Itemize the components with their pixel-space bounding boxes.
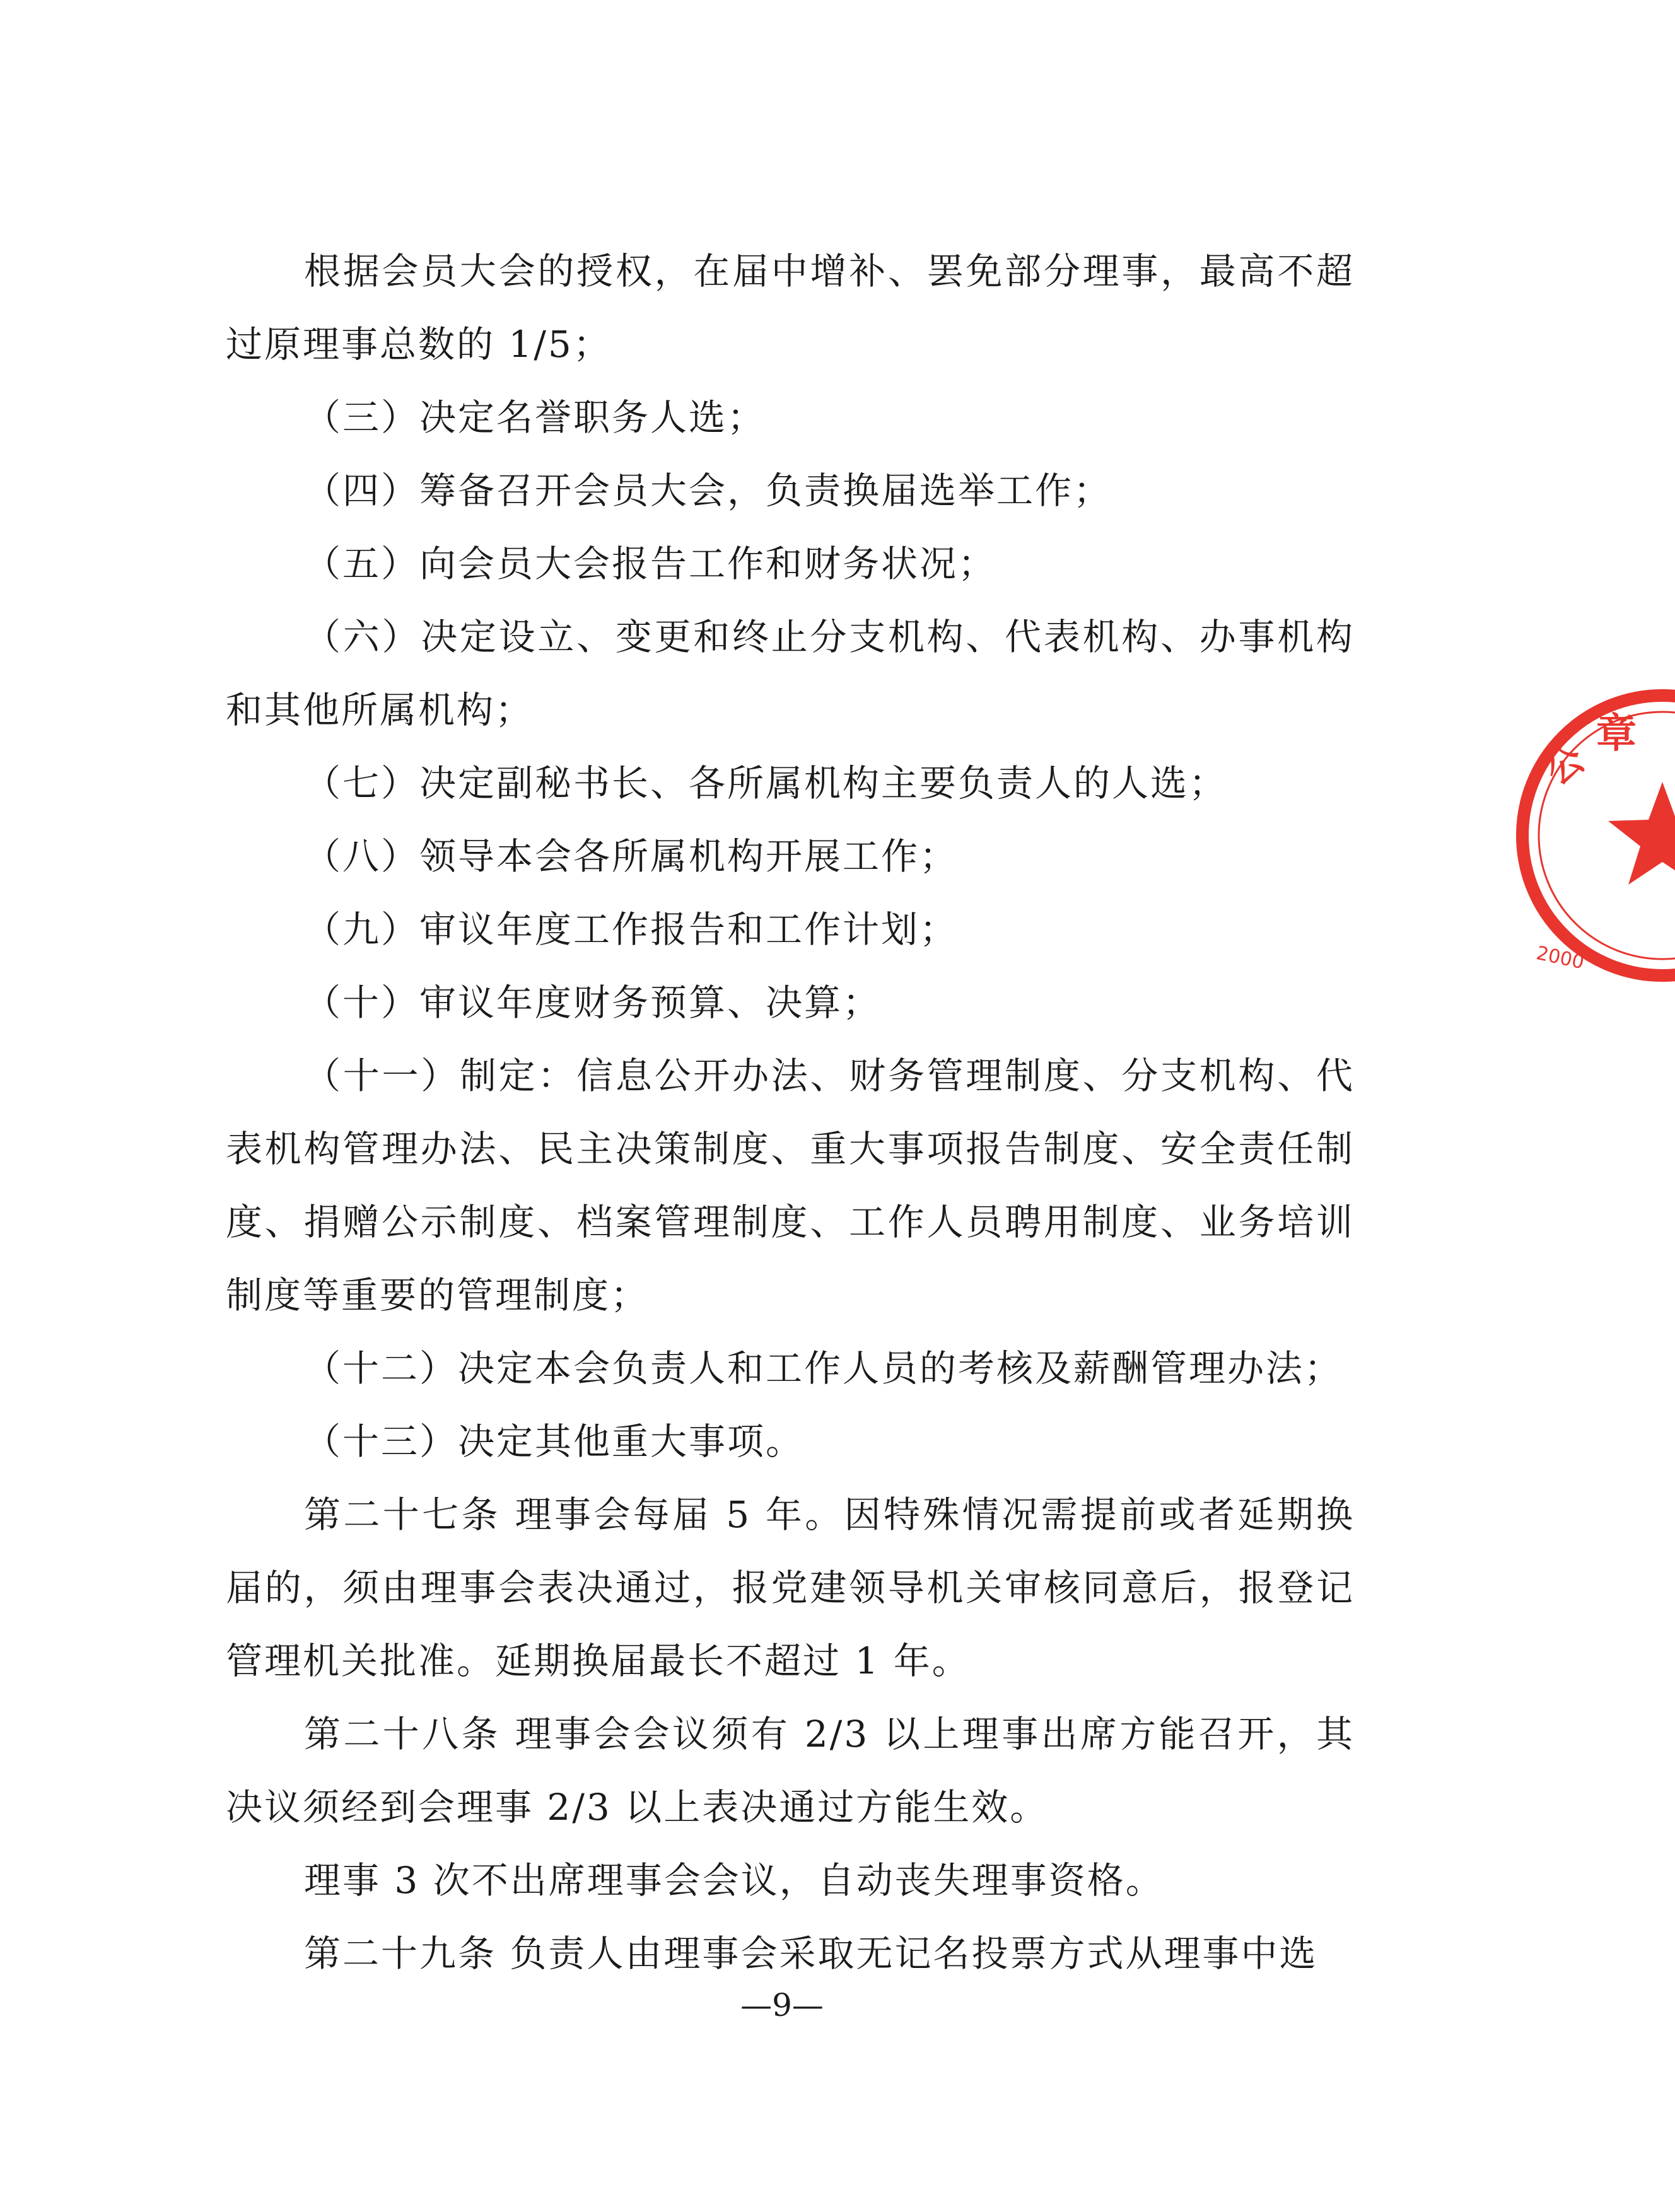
seal-star-icon (1608, 782, 1675, 885)
paragraph: （六）决定设立、变更和终止分支机构、代表机构、办事机构和其他所属机构； (226, 615, 1355, 731)
paragraph: （十二）决定本会负责人和工作人员的考核及薪酬管理办法； (304, 1347, 1343, 1390)
seal-text-left: 公 (1538, 737, 1592, 794)
seal-text-bottom: 2000 (1534, 942, 1586, 974)
paragraph: 根据会员大会的授权，在届中增补、罢免部分理事，最高不超过原理事总数的 1/5； (226, 250, 1355, 366)
paragraph: 理事 3 次不出席理事会会议，自动丧失理事资格。 (304, 1859, 1164, 1902)
paragraph: 第二十七条 理事会每届 5 年。因特殊情况需提前或者延期换届的，须由理事会表决通过，报党建领导机关审核同意后，报登记管理机关批准。延期换届最长不超过 1 年。 (226, 1493, 1355, 1682)
paragraph: （十三）决定其他重大事项。 (304, 1420, 805, 1463)
paragraph: （五）向会员大会报告工作和财务状况； (304, 542, 997, 585)
paragraph: 第二十八条 理事会会议须有 2/3 以上理事出席方能召开，其决议须经到会理事 2/3 以上表决通过方能生效。 (226, 1713, 1355, 1829)
paragraph: （十）审议年度财务预算、决算； (304, 981, 882, 1024)
paragraph: 第二十九条 负责人由理事会采取无记名投票方式从理事中选 (304, 1932, 1318, 1975)
body-text (226, 235, 1355, 1990)
paragraph: （九）审议年度工作报告和工作计划； (304, 908, 959, 951)
page-number: —9— (740, 1987, 824, 2023)
paragraph: （八）领导本会各所属机构开展工作； (304, 835, 959, 878)
paragraph: （十一）制定：信息公开办法、财务管理制度、分支机构、代表机构管理办法、民主决策制度、重大事项报告制度、安全责任制度、捐赠公示制度、档案管理制度、工作人员聘用制度、业务培训制度等重要的管理制度； (226, 1054, 1355, 1317)
official-seal (1505, 665, 1675, 1006)
paragraph: （七）决定副秘书长、各所属机构主要负责人的人选； (304, 762, 1228, 805)
seal-text-top: 章 (1596, 710, 1637, 757)
paragraph: （三）决定名誉职务人选； (304, 396, 766, 439)
paragraph: （四）筹备召开会员大会，负责换届选举工作； (304, 469, 1112, 512)
